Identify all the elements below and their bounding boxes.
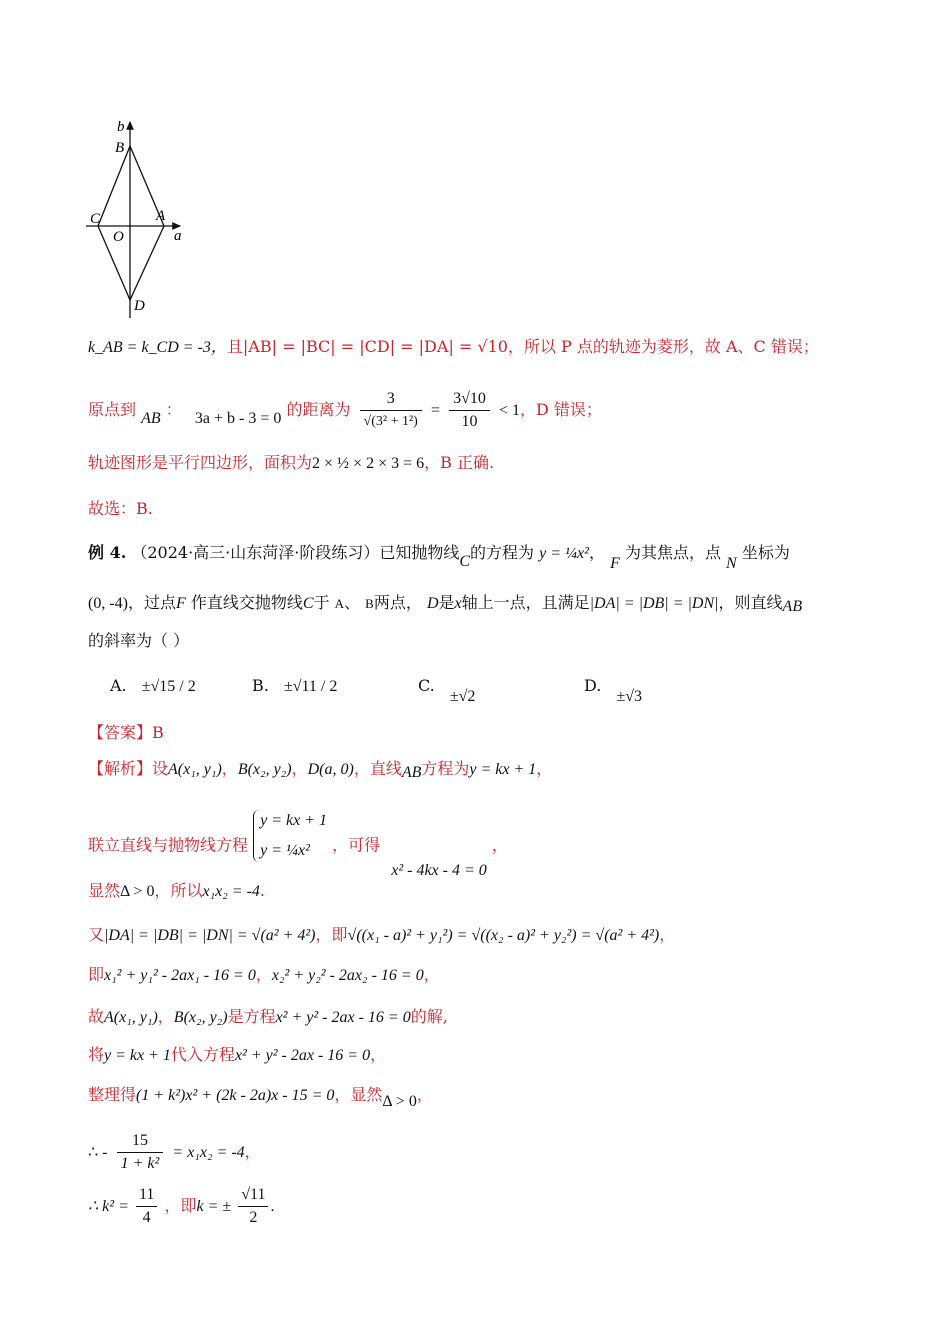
fraction-den: 2 xyxy=(249,1209,258,1226)
text: ， xyxy=(588,543,605,562)
comparison: < 1 xyxy=(498,402,520,419)
text: ，显然 xyxy=(334,1085,383,1104)
text: 将 xyxy=(88,1045,105,1064)
k-squared: ∴ k² = xyxy=(88,1198,129,1215)
system-eq1: y = kx + 1 xyxy=(260,812,328,829)
line-equation: 3a + b - 3 = 0 xyxy=(194,410,282,427)
text: 的距离为 xyxy=(286,400,351,419)
option-letter: C. xyxy=(418,676,435,695)
label-C: C xyxy=(90,211,101,227)
option-value: ±√15 / 2 xyxy=(141,678,196,695)
fraction-11-4 xyxy=(136,1184,157,1229)
text: ，即 xyxy=(315,925,348,944)
math-AB: AB xyxy=(141,410,161,427)
fraction-den: 10 xyxy=(461,413,478,430)
text: 又 xyxy=(88,925,105,944)
text: 是 xyxy=(438,593,455,612)
text: 轨迹图形是平行四边形，面积为 xyxy=(88,453,313,472)
text: 两点， xyxy=(373,593,422,612)
text: 方程为 xyxy=(421,759,470,778)
rhombus xyxy=(98,146,164,300)
discriminant: Δ > 0 xyxy=(120,883,155,900)
text: 坐标为 xyxy=(741,543,790,562)
fraction-num: 15 xyxy=(117,1130,164,1153)
math-D: D xyxy=(426,595,439,612)
fraction-den: √(3² + 1²) xyxy=(363,414,418,429)
math-A: A xyxy=(334,596,345,611)
system-eq2: y = ¼x² xyxy=(260,842,310,859)
text: 整理得 xyxy=(88,1085,137,1104)
ex4-line2 xyxy=(88,592,802,615)
text: 已知抛物线 xyxy=(379,543,460,562)
line-equation: y = kx + 1 xyxy=(104,1047,171,1064)
discriminant: Δ > 0 xyxy=(382,1093,417,1110)
option-B[interactable] xyxy=(252,676,337,696)
line-AB-equation: y = kx + 1 xyxy=(469,761,537,778)
text: 显然 xyxy=(88,881,121,900)
option-value: ±√3 xyxy=(616,688,642,705)
analysis-line7: 将y = kx + 1代入方程x² + y² - 2ax - 16 = 0， xyxy=(88,1045,387,1064)
label-O: O xyxy=(113,229,124,245)
quadratic-equation: x² - 4kx - 4 = 0 xyxy=(391,861,487,879)
fraction-den: 4 xyxy=(142,1209,151,1226)
label-B: B xyxy=(115,140,125,156)
point-D: D(a, 0) xyxy=(307,761,354,778)
fraction-num: 3 xyxy=(360,388,422,411)
text: ，则直线 xyxy=(718,593,783,612)
k-equation: k = ± xyxy=(196,1198,232,1215)
math-F: F xyxy=(176,595,186,612)
distance-equal: |DA| = |DB| = |DN| = √(a² + 4²) xyxy=(104,927,316,944)
text: 设 xyxy=(152,759,169,778)
text: ，B 正确. xyxy=(424,453,495,472)
circle-equation: x² + y² - 2ax - 16 = 0 xyxy=(234,1047,371,1064)
point-A: A(x₁, y₁) xyxy=(168,761,222,778)
circle-eq-2: x₂² + y₂² - 2ax₂ - 16 = 0 xyxy=(271,967,424,984)
math-N: N xyxy=(726,555,737,572)
fraction-root11-2 xyxy=(238,1184,268,1229)
distance-expanded: √((x₁ - a)² + y₁²) = √((x₂ - a)² + y₂²) = √(a² + 4²) xyxy=(347,927,660,944)
rhombus-conclusion: 且|AB| = |BC| = |CD| = |DA| = √10，所以 P 点的轨迹为菱形，故 A、C 错误； xyxy=(226,337,819,356)
sol3-line2: 原点到 AB ： 3a + b - 3 = 0 的距离为 $\frac{3}{\text{√(3² + 1²)}}$ = $\frac{3√10}{10}$ < 1，D 错误； xyxy=(88,388,602,433)
circle-eq-1: x₁² + y₁² - 2ax₁ - 16 = 0 xyxy=(104,967,256,984)
text: ： xyxy=(165,400,182,419)
option-value: ±√11 / 2 xyxy=(283,678,338,695)
parabola-equation: y = ¼x² xyxy=(539,545,589,562)
text: 于 xyxy=(313,593,330,612)
text: ，可得 xyxy=(332,835,381,855)
point-A: A(x₁, y₁) xyxy=(104,1009,158,1026)
text: 为其焦点，点 xyxy=(624,543,721,562)
example-label: 例 4. xyxy=(88,543,127,562)
sol3-line1 xyxy=(88,336,819,359)
slope-equation: k_AB = k_CD = -3， xyxy=(88,339,227,356)
ex4-line1 xyxy=(88,542,790,572)
text: ，D 错误； xyxy=(519,400,602,419)
analysis-line1: 【解析】设A(x₁, y₁)，B(x₂, y₂)，D(a, 0)，直线AB方程为y = kx + 1， xyxy=(88,759,553,781)
point-B: B(x₂, y₂) xyxy=(237,761,292,778)
fraction-den: 1 + k² xyxy=(120,1155,160,1172)
option-C[interactable] xyxy=(418,676,476,705)
label-D: D xyxy=(134,298,145,314)
option-A[interactable] xyxy=(110,676,196,696)
analysis-line8: 整理得(1 + k²)x² + (2k - 2a)x - 15 = 0，显然Δ > 0， xyxy=(88,1085,433,1110)
distance-value-fraction xyxy=(449,388,490,433)
label-a-axis: a xyxy=(174,228,182,244)
text: ，过点 xyxy=(127,593,176,612)
text: 代入方程 xyxy=(170,1045,235,1064)
answer: 【答案】B xyxy=(88,723,164,742)
point-N-coord: (0, -4) xyxy=(88,595,128,612)
analysis-label: 【解析】 xyxy=(88,759,153,778)
label-b-axis: b xyxy=(117,119,125,135)
analysis-line5: 即x₁² + y₁² - 2ax₁ - 16 = 0，x₂² + y₂² - 2ax₂ - 16 = 0， xyxy=(88,965,440,984)
analysis-line9: ∴ - $\frac{15}{\text{1 + k²}}$ = x₁x₂ = -4， xyxy=(88,1130,261,1175)
ex4-line3: 的斜率为（ ） xyxy=(88,631,190,650)
area-calc: 2 × ½ × 2 × 3 = 6 xyxy=(312,455,425,472)
option-D[interactable] xyxy=(584,676,642,705)
analysis-line6: 故A(x₁, y₁)，B(x₂, y₂)是方程x² + y² - 2ax - 16 = 0的解, xyxy=(88,1007,448,1026)
option-letter: A. xyxy=(110,676,127,695)
text: 轴上一点，且满足 xyxy=(461,593,590,612)
fraction-num: √11 xyxy=(238,1184,268,1207)
text: 原点到 xyxy=(88,400,137,419)
fraction-15 xyxy=(117,1130,164,1175)
analysis-line2: 联立直线与抛物线方程 y = kx + 1 y = ¼x² ，可得 x² - 4kx - 4 = 0 ， xyxy=(88,812,508,879)
math-B: B xyxy=(365,596,374,611)
text: 、 xyxy=(344,593,361,612)
math-C: C xyxy=(302,595,314,612)
analysis-line4: 又|DA| = |DB| = |DN| = √(a² + 4²)，即√((x₁ - a)² + y₁²) = √((x₂ - a)² + y₂²) = √(a² + 4²)， xyxy=(88,925,676,944)
text: 联立直线与抛物线方程 xyxy=(88,835,249,855)
math-AB: AB xyxy=(782,598,803,615)
option-letter: B. xyxy=(252,676,269,695)
distance-fraction xyxy=(360,388,422,433)
text: 是方程 xyxy=(227,1007,276,1026)
fraction-num: 11 xyxy=(136,1184,157,1207)
text: 故 xyxy=(88,1007,105,1026)
analysis-line10: ∴ k² = $\frac{11}{4}$ ，即k = ± $\frac{√11}{2}$ . xyxy=(88,1184,274,1229)
math-AB: AB xyxy=(401,764,422,781)
product-roots: x₁x₂ = -4 xyxy=(202,883,260,900)
therefore-symbol: ∴ - xyxy=(88,1144,108,1161)
text: 的解, xyxy=(410,1007,448,1026)
math-x: x xyxy=(454,595,462,612)
label-A: A xyxy=(156,208,166,224)
text: 即 xyxy=(88,965,105,984)
text: 作直线交抛物线 xyxy=(190,593,303,612)
sol3-choice: 故选：B. xyxy=(88,499,153,518)
point-B: B(x₂, y₂) xyxy=(173,1009,228,1026)
option-value: ±√2 xyxy=(449,688,476,705)
fraction-num: 3√10 xyxy=(449,388,490,411)
example-source: （2024·高三·山东菏泽·阶段练习） xyxy=(131,543,380,562)
math-F: F xyxy=(610,555,620,572)
text: 的方程为 xyxy=(470,543,535,562)
text: ，即 xyxy=(164,1196,197,1215)
text: ，所以 xyxy=(154,881,203,900)
equation-system xyxy=(253,810,327,862)
math-C: C xyxy=(459,553,471,570)
product-equation: = x₁x₂ = -4 xyxy=(172,1144,245,1161)
option-letter: D. xyxy=(584,676,602,695)
analysis-line3: 显然Δ > 0，所以x₁x₂ = -4. xyxy=(88,881,266,900)
rhombus-figure xyxy=(84,112,194,320)
text: ，直线 xyxy=(353,759,402,778)
combined-quadratic: (1 + k²)x² + (2k - 2a)x - 15 = 0 xyxy=(136,1087,335,1104)
circle-equation: x² + y² - 2ax - 16 = 0 xyxy=(275,1009,411,1026)
distance-condition: |DA| = |DB| = |DN| xyxy=(589,595,719,612)
sol3-line3 xyxy=(88,452,494,475)
